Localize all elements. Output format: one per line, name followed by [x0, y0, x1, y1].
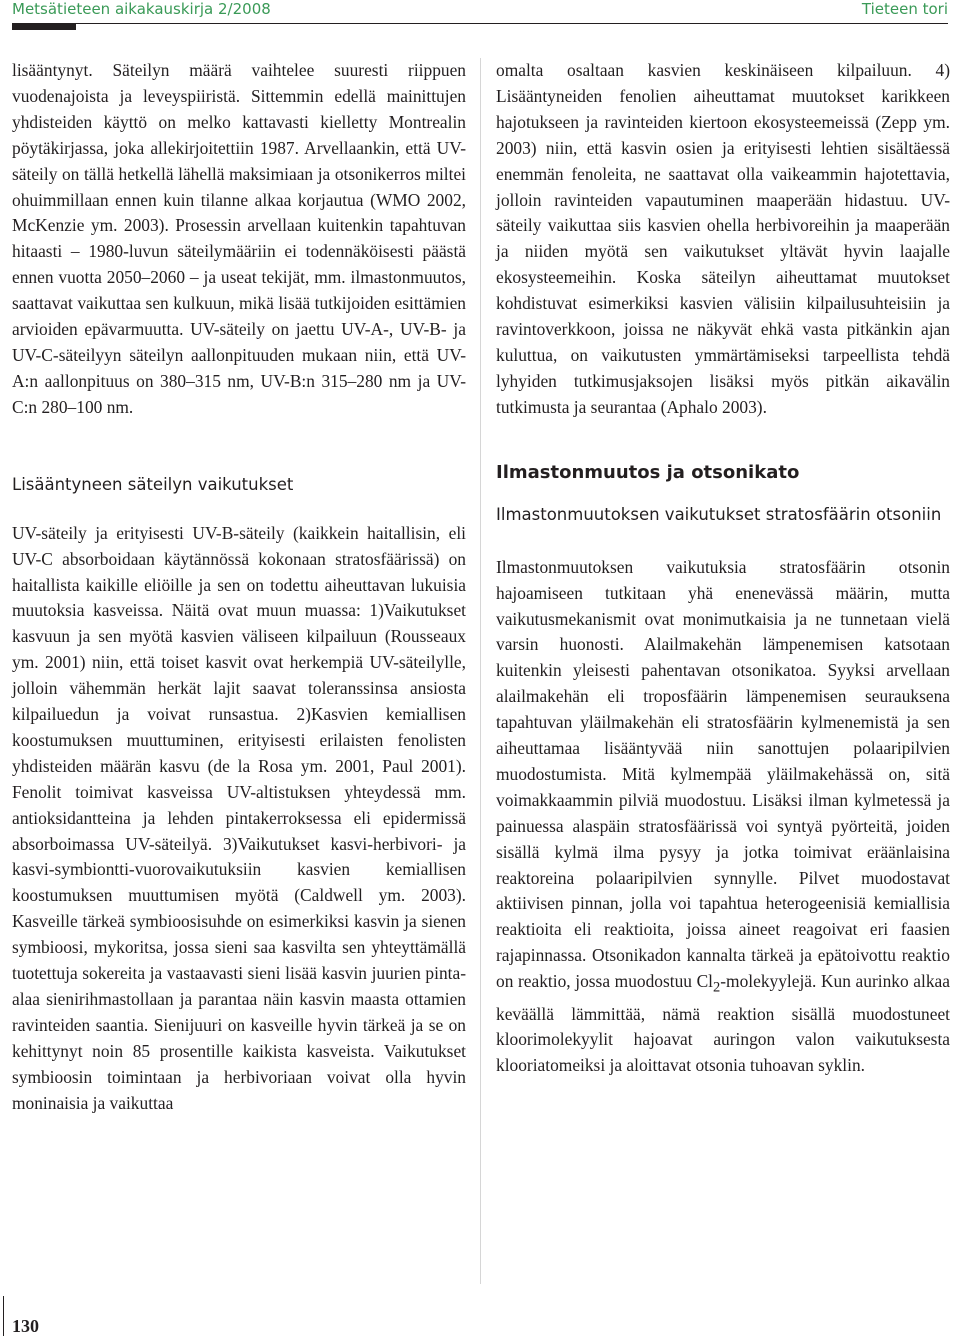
- running-header: [0, 0, 960, 24]
- left-paragraph-1: lisääntynyt. Säteilyn määrä vaihtelee suuresti riippuen vuodenajoista ja leveyspiiristä. Sittemmin edellä mainittujen yhdisteiden käyttö on melko kattavasti kielletty Montrealin pöytäkirjassa, joka allekirjoitettiin 1987. Arvellaankin, että UV-säteily on tällä hetkellä lähellä maksimiaan ja otsonikerros miltei ohuimmillaan ennen kuin tilanne alkaa korjautua (WMO 2002, McKenzie ym. 2003). Prosessin arvellaan kuitenkin tapahtuvan hitaasti – 1980-luvun säteilymääriin ei todennäköisesti päästä ennen vuotta 2050–2060 – ja useat tekijät, mm. ilmastonmuutos, saattavat vaikuttaa sen kulkuun, mikä lisää tutkijoiden esittämien arvioiden epävarmuutta. UV-säteily on jaettu UV-A-, UV-B- ja UV-C-säteilyyn säteilyn aallonpituuden mukaan niin, että UV-A:n aallonpituus on 380–315 nm, UV-B:n 315–280 nm ja UV-C:n 280–100 nm.: [12, 60, 466, 417]
- page-edge-tick: [3, 1296, 4, 1336]
- section-heading-effects: Lisääntyneen säteilyn vaikutukset: [12, 474, 294, 494]
- column-divider: [480, 58, 481, 1284]
- header-rule: [12, 23, 948, 24]
- right-paragraph-2-text-continued: -molekyylejä. Kun aurinko alkaa keväällä lämmittää, nämä reaktion sisällä muodostuneet kloorimolekyylit hajoavat auringon valon vaikutuksesta klooriatomeiksi ja aloittavat otsonia tuhoavan syklin.: [496, 971, 950, 1076]
- section-name: Tieteen tori: [861, 0, 948, 18]
- right-paragraph-2-text: Ilmastonmuutoksen vaikutuksia stratosfäärin otsonin hajoamiseen tutkitaan yhä enenevässä määrin, mutta vaikutusmekanismit ovat monimutkaisia ja ne tunnetaan vielä varsin huonosti. Alailmakehän lämpenemisen katsotaan kuitenkin yleisesti pahentavan otsonikatoa. Syyksi arvellaan alailmakehän eli troposfäärin lämpenemisen seurauksena tapahtuvan yläilmakehän eli stratosfäärin kylmenemistä ja sen aiheuttamaa lisääntyvää niin sanottujen polaaripilvien muodostumista. Mitä kylmempää yläilmakehässä on, sitä voimakkaammin pilviä muodostuu. Lisäksi ilman kylmetessä ja painuessa alaspäin stratosfäärissä voi syntyä pyörteitä, joiden sisällä kylmä ilma pysyy ja jotka toimivat eräänlaisina reaktoreina polaaripilvien synnylle. Pilvet muodostavat aktiivisen pinnan, jolla voi tapahtua heterogeenisiä kemiallisia reaktioita eli reaktioita, joissa aineet reagoivat eri faasien rajapinnassa. Otsonikadon kannalta tärkeä ja epätoivottu reaktio on reaktio, jossa muodostuu Cl: [496, 556, 950, 992]
- left-column: [12, 58, 466, 1117]
- subsection-heading-stratosphere: Ilmastonmuutoksen vaikutukset stratosfäärin otsoniin: [496, 504, 942, 524]
- right-paragraph-1: omalta osaltaan kasvien keskinäiseen kilpailuun. 4) Lisääntyneiden fenolien aiheuttamat muutokset karikkeen hajotukseen ja ravinteiden kiertoon ekosysteemeissä (Zepp ym. 2003) niin, että kasvin osien ja erityisesti lehtien sisältäessä enemmän fenoleita, ne saattavat olla vaikeammin hajotettavia, jolloin ravinteiden vapautuminen maaperään hidastuu. UV-säteily vaikuttaa siis kasvien ohella herbivoreihin ja maaperään ja niiden myötä sen vaikutukset yltävät hyvin laajalle ekosysteemeihin. Koska säteilyn aiheuttamat muutokset kohdistuvat esimerkiksi kasvien välisiin kilpailusuhteisiin ja ravintoverkkoon, joissa ne näkyvät ehkä vasta pitkänkin ajan kuluttua, on vaikutusten ymmärtämiseksi tarpeellista tehdä lyhyiden tutkimusjaksojen lisäksi myös pitkän aikavälin tutkimusta ja seurantaa (Aphalo 2003).: [496, 60, 950, 417]
- chlorine-subscript: 2: [713, 979, 721, 996]
- left-paragraph-2: UV-säteily ja erityisesti UV-B-säteily (kaikkein haitallisin, eli UV-C absorboidaan käytännössä kokonaan stratosfäärissä) on haitallista kaikille eliöille ja sen on todettu aiheuttavan lukuisia muutoksia kasveissa. Näitä ovat muun muassa: 1)Vaikutukset kasvuun ja sen myötä kasvien väliseen kilpailuun (Rousseaux ym. 2001) niin, että toiset kasvit ovat herkempiä UV-säteilylle, jolloin vähemmän herkät lajit saavat toleranssinsa ansiosta kilpailuedun ja voivat runsastua. 2)Kasvien kemiallisen koostumuksen muuttuminen, erityisesti erilaisten fenolisten yhdisteiden määrän kasvu (de la Rosa ym. 2001, Paul 2001). Fenolit toimivat kasveissa UV-altistuksen yhteydessä mm. antioksidantteina ja lehden pintakerroksessa eli epidermissä absorboimassa UV-säteilyä. 3)Vaikutukset kasvi-herbivori- ja kasvi-symbiontti-vuorovaikutuksiin kasvien kemiallisen koostumuksen muuttumisen myötä (Caldwell ym. 2003). Kasveille tärkeä symbioosisuhde on esimerkiksi kasvin ja sienen symbioosi, mykoritsa, jossa sieni saa kasvilta sen yhteyttämällä tuotettuja sokereita ja vastaavasti sieni lisää kasvin juurien pinta-alaa sienirihmastollaan ja parantaa näin kasvin maasta ottamien ravinteiden saantia. Sienijuuri on kasveille hyvin tärkeä ja se on kehittynyt noin 85 prosentille kaikista kasveista. Vaikutukset symbioosin toimintaan ja herbivoriaan voivat olla hyvin moninaisia ja vaikuttaa: [12, 522, 466, 1113]
- page-number: 130: [12, 1316, 39, 1336]
- right-column: [496, 58, 950, 1079]
- section-heading-climate: Ilmastonmuutos ja otsonikato: [496, 461, 800, 483]
- journal-title: Metsätieteen aikakauskirja 2/2008: [12, 0, 271, 18]
- header-accent-bar: [12, 24, 76, 30]
- right-paragraph-2: [496, 555, 950, 1080]
